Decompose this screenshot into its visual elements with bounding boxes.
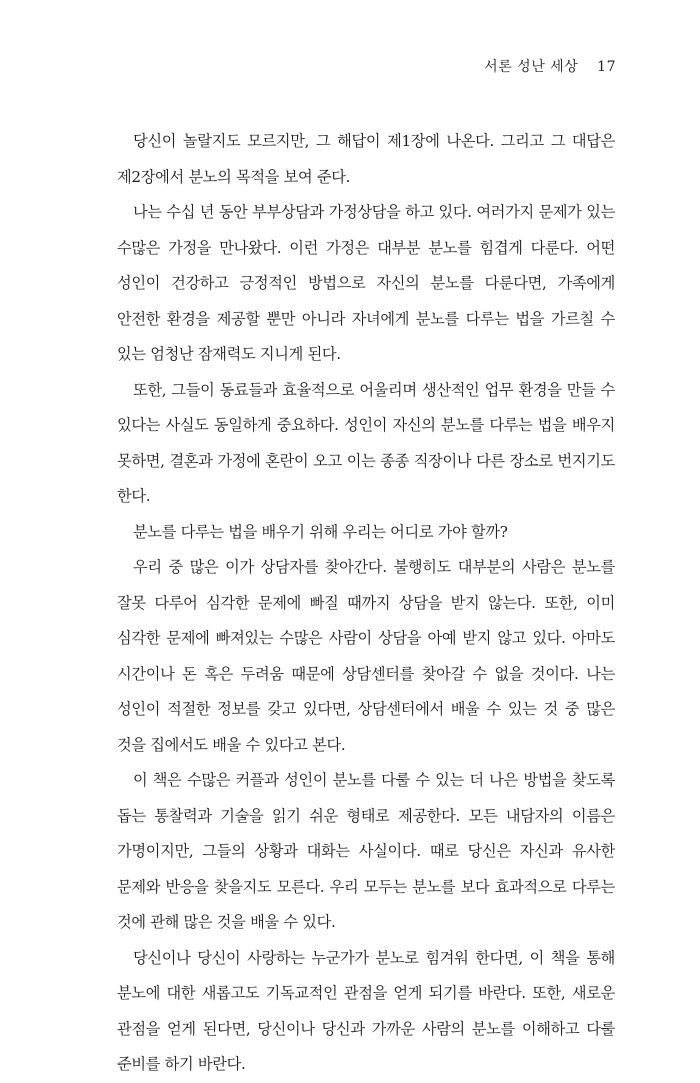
section-title: 서론 성난 세상 — [484, 59, 579, 75]
body-text — [117, 124, 615, 1083]
paragraph: 당신이나 당신이 사랑하는 누군가가 분노로 힘겨워 한다면, 이 책을 통해 분노에 대한 새롭고도 기독교적인 관점을 얻게 되기를 바란다. 또한, 새로운 관점을 얻게 된다면, 당신이나 당신과 가까운 사람의 분노를 이해하고 다룰 준비를 하기 바란다. — [117, 948, 615, 1073]
paragraph: 이 책은 수많은 커플과 성인이 분노를 다룰 수 있는 더 나은 방법을 찾도록 돕는 통찰력과 기술을 읽기 쉬운 형태로 제공한다. 모든 내담자의 이름은 가명이지만, 그들의 상황과 대화는 사실이다. 때로 당신은 자신과 유사한 문제와 반응을 찾을지도 모른다. 우리 모두는 분노를 보다 효과적으로 다루는 것에 관해 많은 것을 배울 수 있다. — [117, 771, 615, 931]
running-header — [484, 56, 616, 76]
paragraph: 나는 수십 년 동안 부부상담과 가정상담을 하고 있다. 여러가지 문제가 있는 수많은 가정을 만나왔다. 이런 가정은 대부분 분노를 힘겹게 다룬다. 어떤 성인이 건강하고 긍정적인 방법으로 자신의 분노를 다룬다면, 가족에게 안전한 환경을 제공할 뿐만 아니라 자녀에게 분노를 다루는 법을 가르칠 수 있는 엄청난 잠재력도 지니게 된다. — [117, 203, 615, 363]
page-number: 17 — [597, 59, 616, 75]
paragraph: 또한, 그들이 동료들과 효율적으로 어울리며 생산적인 업무 환경을 만들 수 있다는 사실도 동일하게 중요하다. 성인이 자신의 분노를 다루는 법을 배우지 못하면, 결혼과 가정에 혼란이 오고 이는 종종 직장이나 다른 장소로 번지기도 한다. — [117, 380, 615, 505]
paragraph: 당신이 놀랄지도 모르지만, 그 해답이 제1장에 나온다. 그리고 그 대답은 제2장에서 분노의 목적을 보여 준다. — [117, 132, 615, 186]
paragraph: 우리 중 많은 이가 상담자를 찾아간다. 불행히도 대부분의 사람은 분노를 잘못 다루어 심각한 문제에 빠질 때까지 상담을 받지 않는다. 또한, 이미 심각한 문제에 빠져있는 수많은 사람이 상담을 아예 받지 않고 있다. 아마도 시간이나 돈 혹은 두려움 때문에 상담센터를 찾아갈 수 없을 것이다. 나는 성인이 적절한 정보를 갖고 있다면, 상담센터에서 배울 수 있는 것 중 많은 것을 집에서도 배울 수 있다고 본다. — [117, 558, 615, 754]
paragraph: 분노를 다루는 법을 배우기 위해 우리는 어디로 가야 할까? — [133, 522, 508, 541]
